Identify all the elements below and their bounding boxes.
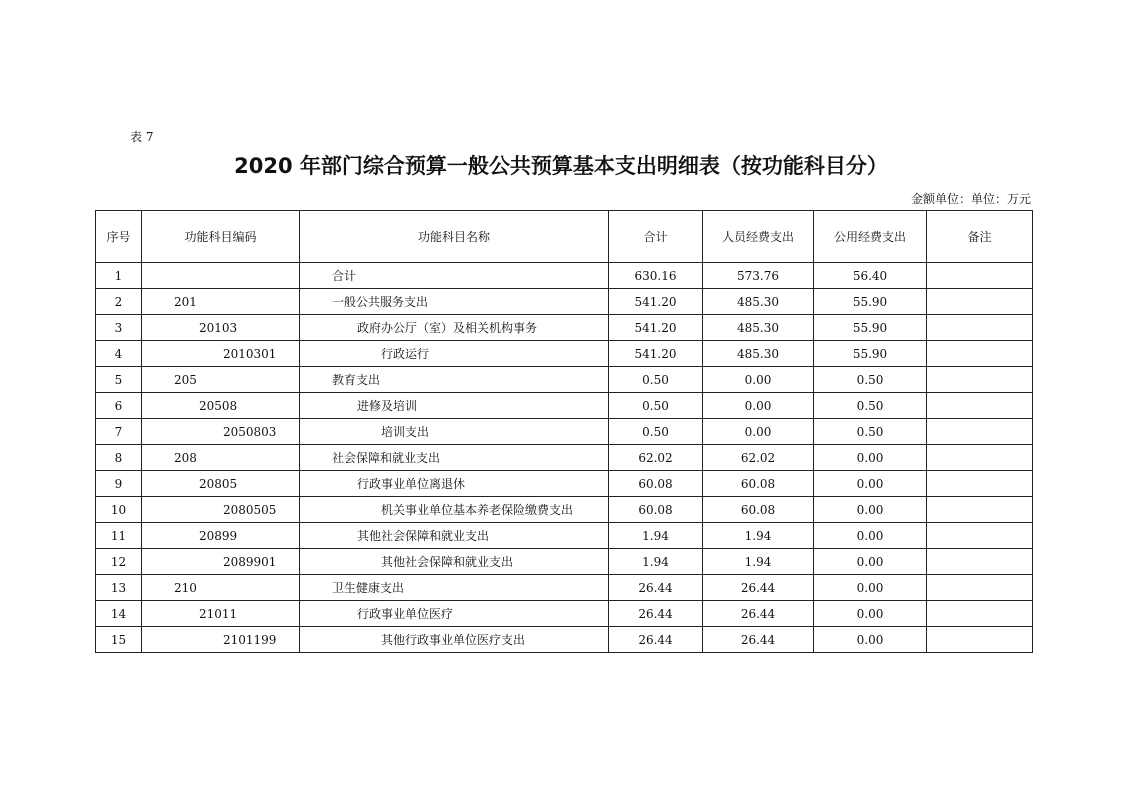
function-name-cell: 政府办公厅（室）及相关机构事务 — [300, 315, 609, 341]
table-row — [96, 419, 1033, 445]
total-cell: 630.16 — [609, 263, 703, 289]
function-code-cell: 2010301 — [142, 341, 300, 367]
function-code-cell: 21011 — [142, 601, 300, 627]
total-cell: 541.20 — [609, 315, 703, 341]
total-cell: 541.20 — [609, 289, 703, 315]
note-cell — [927, 341, 1033, 367]
personnel-expense-cell: 1.94 — [703, 549, 814, 575]
personnel-expense-cell: 485.30 — [703, 315, 814, 341]
table-row — [96, 575, 1033, 601]
total-cell: 60.08 — [609, 497, 703, 523]
function-code-cell: 208 — [142, 445, 300, 471]
table-row — [96, 445, 1033, 471]
function-code-cell: 205 — [142, 367, 300, 393]
table-row — [96, 315, 1033, 341]
public-expense-cell: 55.90 — [814, 315, 927, 341]
function-code-cell: 20508 — [142, 393, 300, 419]
personnel-expense-cell: 60.08 — [703, 471, 814, 497]
function-name-cell: 一般公共服务支出 — [300, 289, 609, 315]
function-name-cell: 培训支出 — [300, 419, 609, 445]
table-row — [96, 471, 1033, 497]
personnel-expense-cell: 0.00 — [703, 367, 814, 393]
function-name-cell: 行政运行 — [300, 341, 609, 367]
function-name-cell: 社会保障和就业支出 — [300, 445, 609, 471]
total-cell: 26.44 — [609, 627, 703, 653]
total-cell: 62.02 — [609, 445, 703, 471]
note-cell — [927, 549, 1033, 575]
public-expense-cell: 0.00 — [814, 549, 927, 575]
column-header-name: 功能科目名称 — [300, 211, 609, 263]
personnel-expense-cell: 573.76 — [703, 263, 814, 289]
public-expense-cell: 0.50 — [814, 419, 927, 445]
personnel-expense-cell: 60.08 — [703, 497, 814, 523]
public-expense-cell: 0.00 — [814, 523, 927, 549]
public-expense-cell: 56.40 — [814, 263, 927, 289]
note-cell — [927, 367, 1033, 393]
note-cell — [927, 627, 1033, 653]
personnel-expense-cell: 26.44 — [703, 627, 814, 653]
table-row — [96, 497, 1033, 523]
row-number-cell: 2 — [96, 289, 142, 315]
personnel-expense-cell: 0.00 — [703, 393, 814, 419]
total-cell: 1.94 — [609, 549, 703, 575]
column-header-public: 公用经费支出 — [814, 211, 927, 263]
function-code-cell: 2050803 — [142, 419, 300, 445]
public-expense-cell: 0.00 — [814, 601, 927, 627]
personnel-expense-cell: 0.00 — [703, 419, 814, 445]
function-name-cell: 行政事业单位离退休 — [300, 471, 609, 497]
row-number-cell: 6 — [96, 393, 142, 419]
function-code-cell: 20805 — [142, 471, 300, 497]
note-cell — [927, 497, 1033, 523]
total-cell: 0.50 — [609, 393, 703, 419]
total-cell: 26.44 — [609, 601, 703, 627]
function-code-cell: 201 — [142, 289, 300, 315]
function-name-cell: 教育支出 — [300, 367, 609, 393]
public-expense-cell: 0.50 — [814, 393, 927, 419]
personnel-expense-cell: 26.44 — [703, 575, 814, 601]
function-code-cell: 210 — [142, 575, 300, 601]
public-expense-cell: 0.00 — [814, 497, 927, 523]
public-expense-cell: 0.00 — [814, 575, 927, 601]
row-number-cell: 13 — [96, 575, 142, 601]
column-header-total: 合计 — [609, 211, 703, 263]
public-expense-cell: 0.50 — [814, 367, 927, 393]
public-expense-cell: 55.90 — [814, 289, 927, 315]
function-name-cell: 进修及培训 — [300, 393, 609, 419]
table-row — [96, 263, 1033, 289]
personnel-expense-cell: 485.30 — [703, 341, 814, 367]
note-cell — [927, 523, 1033, 549]
table-row — [96, 523, 1033, 549]
personnel-expense-cell: 1.94 — [703, 523, 814, 549]
row-number-cell: 12 — [96, 549, 142, 575]
function-name-cell: 卫生健康支出 — [300, 575, 609, 601]
public-expense-cell: 0.00 — [814, 445, 927, 471]
function-code-cell: 20899 — [142, 523, 300, 549]
row-number-cell: 11 — [96, 523, 142, 549]
function-name-cell: 机关事业单位基本养老保险缴费支出 — [300, 497, 609, 523]
total-cell: 541.20 — [609, 341, 703, 367]
row-number-cell: 1 — [96, 263, 142, 289]
public-expense-cell: 0.00 — [814, 627, 927, 653]
page-title: 2020 年部门综合预算一般公共预算基本支出明细表（按功能科目分） — [234, 154, 888, 178]
row-number-cell: 8 — [96, 445, 142, 471]
table-row — [96, 627, 1033, 653]
total-cell: 26.44 — [609, 575, 703, 601]
note-cell — [927, 263, 1033, 289]
row-number-cell: 3 — [96, 315, 142, 341]
row-number-cell: 9 — [96, 471, 142, 497]
table-row — [96, 601, 1033, 627]
function-code-cell: 20103 — [142, 315, 300, 341]
function-name-cell: 其他社会保障和就业支出 — [300, 523, 609, 549]
public-expense-cell: 55.90 — [814, 341, 927, 367]
function-code-cell: 2089901 — [142, 549, 300, 575]
personnel-expense-cell: 485.30 — [703, 289, 814, 315]
table-row — [96, 549, 1033, 575]
note-cell — [927, 445, 1033, 471]
note-cell — [927, 289, 1033, 315]
function-name-cell: 其他社会保障和就业支出 — [300, 549, 609, 575]
column-header-personnel: 人员经费支出 — [703, 211, 814, 263]
row-number-cell: 5 — [96, 367, 142, 393]
total-cell: 0.50 — [609, 367, 703, 393]
table-header-row — [96, 211, 1033, 263]
note-cell — [927, 393, 1033, 419]
note-cell — [927, 419, 1033, 445]
table-body — [96, 263, 1033, 653]
personnel-expense-cell: 26.44 — [703, 601, 814, 627]
note-cell — [927, 575, 1033, 601]
function-name-cell: 行政事业单位医疗 — [300, 601, 609, 627]
table-row — [96, 367, 1033, 393]
total-cell: 0.50 — [609, 419, 703, 445]
function-code-cell: 2080505 — [142, 497, 300, 523]
table-row — [96, 341, 1033, 367]
amount-unit-label: 金额单位：单位：万元 — [910, 192, 1031, 206]
table-number-label: 表 7 — [130, 130, 154, 144]
column-header-code: 功能科目编码 — [142, 211, 300, 263]
expenditure-table — [95, 210, 1033, 653]
table-row — [96, 289, 1033, 315]
function-code-cell — [142, 263, 300, 289]
function-name-cell: 合计 — [300, 263, 609, 289]
column-header-note: 备注 — [927, 211, 1033, 263]
personnel-expense-cell: 62.02 — [703, 445, 814, 471]
column-header-no: 序号 — [96, 211, 142, 263]
note-cell — [927, 471, 1033, 497]
row-number-cell: 15 — [96, 627, 142, 653]
row-number-cell: 10 — [96, 497, 142, 523]
row-number-cell: 4 — [96, 341, 142, 367]
row-number-cell: 7 — [96, 419, 142, 445]
row-number-cell: 14 — [96, 601, 142, 627]
total-cell: 60.08 — [609, 471, 703, 497]
function-code-cell: 2101199 — [142, 627, 300, 653]
note-cell — [927, 315, 1033, 341]
note-cell — [927, 601, 1033, 627]
table-row — [96, 393, 1033, 419]
total-cell: 1.94 — [609, 523, 703, 549]
function-name-cell: 其他行政事业单位医疗支出 — [300, 627, 609, 653]
public-expense-cell: 0.00 — [814, 471, 927, 497]
